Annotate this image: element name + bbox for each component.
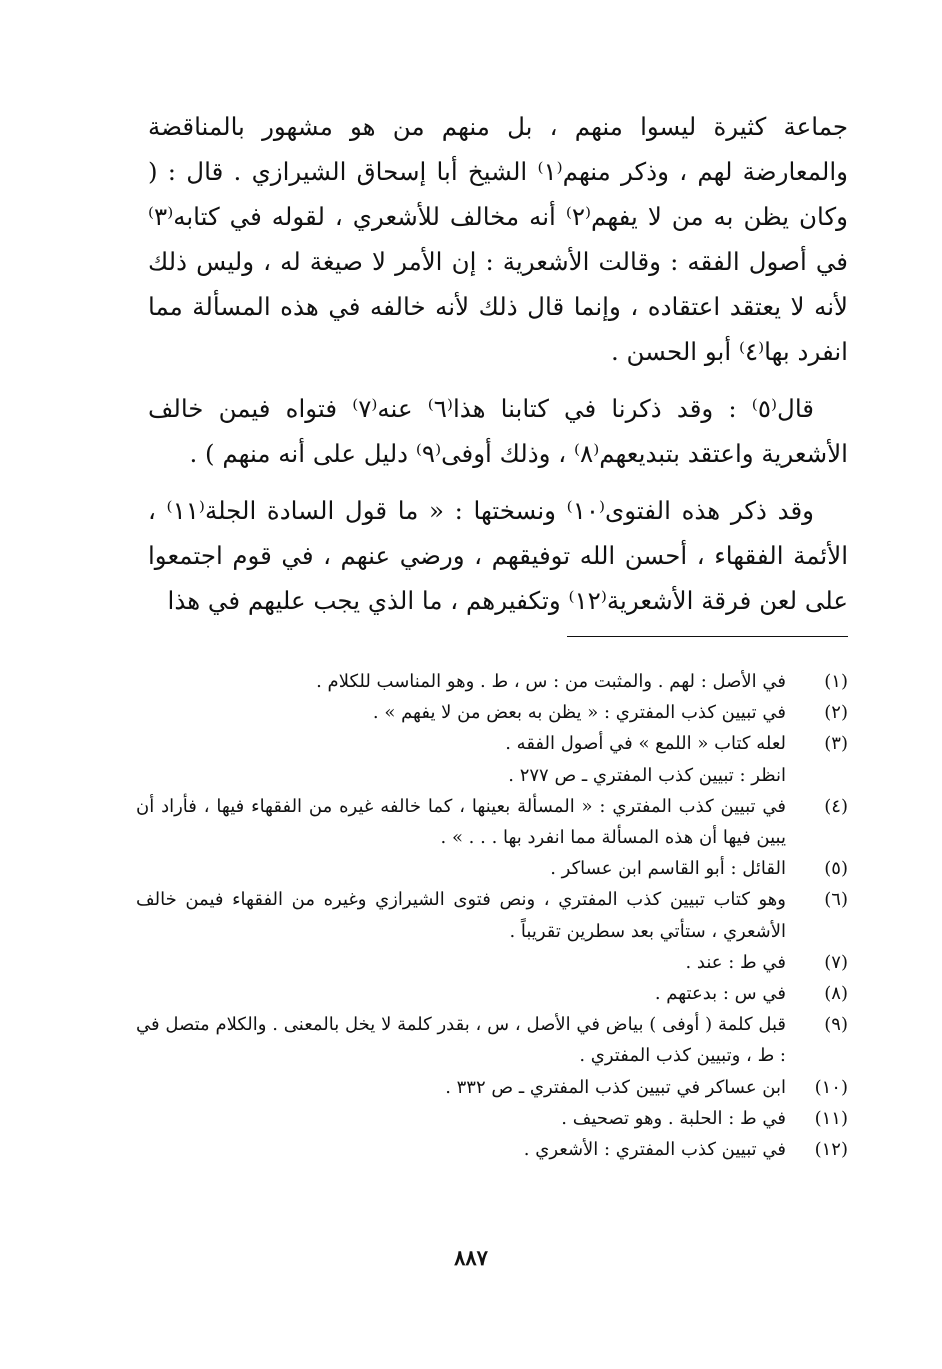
footnote bbox=[136, 697, 848, 728]
footnote-number: (١١) bbox=[814, 1107, 848, 1129]
footnote-text: وهو كتاب تبيين كذب المفتري ، ونص فتوى الشيرازي وغيره من الفقهاء فيمن خالف الأشعري ، ستأتي بعد سطرين تقريباً . bbox=[136, 889, 786, 942]
footnote-number: (٩) bbox=[824, 1014, 848, 1036]
footnote bbox=[136, 666, 848, 697]
footnote-number: (٥) bbox=[824, 858, 848, 880]
footnote-number: (٦) bbox=[824, 889, 848, 911]
main-text bbox=[148, 104, 848, 623]
footnote bbox=[136, 1134, 848, 1165]
footnote-text: في تبيين كذب المفتري : « المسألة بعينها ، كما خالفه غيره من الفقهاء فيها ، فأراد أن يبين فيها أن هذه المسألة مما انفرد بها . . . » . bbox=[136, 795, 786, 849]
footnote-number: (١) bbox=[824, 671, 848, 692]
footnote-number: (٨) bbox=[824, 983, 848, 1005]
footnote bbox=[136, 1072, 848, 1103]
footnote-number: (٢) bbox=[824, 702, 848, 724]
footnote-text: لعله كتاب « اللمع » في أصول الفقه . bbox=[505, 733, 786, 755]
footnote bbox=[136, 1103, 848, 1134]
footnote-separator bbox=[567, 636, 848, 637]
footnote-text: في س : بدعتهم . bbox=[654, 983, 786, 1005]
footnote bbox=[136, 853, 848, 884]
footnote-text: في الأصل : لهم . والمثبت من : س ، ط . وهو المناسب للكلام . bbox=[316, 671, 786, 692]
footnote-number: (٣) bbox=[824, 733, 848, 755]
main-paragraph-3: وقد ذكر هذه الفتوى⁽١٠⁾ ونسختها : « ما قول السادة الجلة⁽١١⁾ ، الأئمة الفقهاء ، أحسن الله توفيقهم ، ورضي عنهم ، في قوم اجتمعوا على لعن فرقة الأشعرية⁽١٢⁾ وتكفيرهم ، ما الذي يجب عليهم في هذا bbox=[148, 496, 848, 615]
footnote bbox=[136, 1009, 848, 1071]
footnote-text: في ط : عند . bbox=[685, 951, 786, 973]
page-number: ٨٨٧ bbox=[454, 1245, 488, 1270]
main-paragraph-2: قال⁽٥⁾ : وقد ذكرنا في كتابنا هذا⁽٦⁾ عنه⁽٧⁾ فتواه فيمن خالف الأشعرية واعتقد بتبديعهم⁽٨⁾ ، وذلك أوفى⁽٩⁾ دليل على أنه منهم ) . bbox=[148, 394, 848, 468]
footnote bbox=[136, 791, 848, 853]
footnote-number: (١٢) bbox=[814, 1139, 848, 1161]
footnotes bbox=[136, 666, 848, 1165]
footnote-text: القائل : أبو القاسم ابن عساكر . bbox=[550, 858, 786, 880]
footnote-text: في تبيين كذب المفتري : الأشعري . bbox=[523, 1139, 786, 1161]
footnote-reference-line: انظر : تبيين كذب المفتري ـ ص ٢٧٧ . bbox=[508, 764, 786, 786]
footnote-text: في تبيين كذب المفتري : « يظن به بعض من لا يفهم » . bbox=[372, 702, 786, 724]
footnote-text: في ط : الحلبة . وهو تصحيف . bbox=[561, 1107, 786, 1129]
footnote bbox=[136, 884, 848, 946]
footnote-number: (٤) bbox=[824, 795, 848, 817]
footnote-text: قبل كلمة ( أوفى ) بياض في الأصل ، س ، بقدر كلمة لا يخل بالمعنى . والكلام متصل في : ط ، وتبيين كذب المفتري . bbox=[136, 1014, 786, 1067]
footnote-number: (٧) bbox=[824, 951, 848, 973]
footnote bbox=[136, 947, 848, 978]
footnote-number: (١٠) bbox=[814, 1076, 848, 1098]
main-paragraph-1: جماعة كثيرة ليسوا منهم ، بل منهم من هو مشهور بالمناقضة والمعارضة لهم ، وذكر منهم⁽١⁾ الشيخ أبا إسحاق الشيرازي . قال : ( وكان يظن به من لا يفهم⁽٢⁾ أنه مخالف للأشعري ، لقوله في كتابه⁽٣⁾ في أصول الفقه : وقالت الأشعرية : إن الأمر لا صيغة له ، وليس ذلك لأنه لا يعتقد اعتقاده ، وإنما قال ذلك لأنه خالفه في هذه المسألة مما انفرد بها⁽٤⁾ أبو الحسن . bbox=[148, 112, 848, 366]
footnote bbox=[136, 728, 848, 790]
footnote bbox=[136, 978, 848, 1009]
footnote-text: ابن عساكر في تبيين كذب المفتري ـ ص ٣٣٢ . bbox=[445, 1076, 786, 1098]
